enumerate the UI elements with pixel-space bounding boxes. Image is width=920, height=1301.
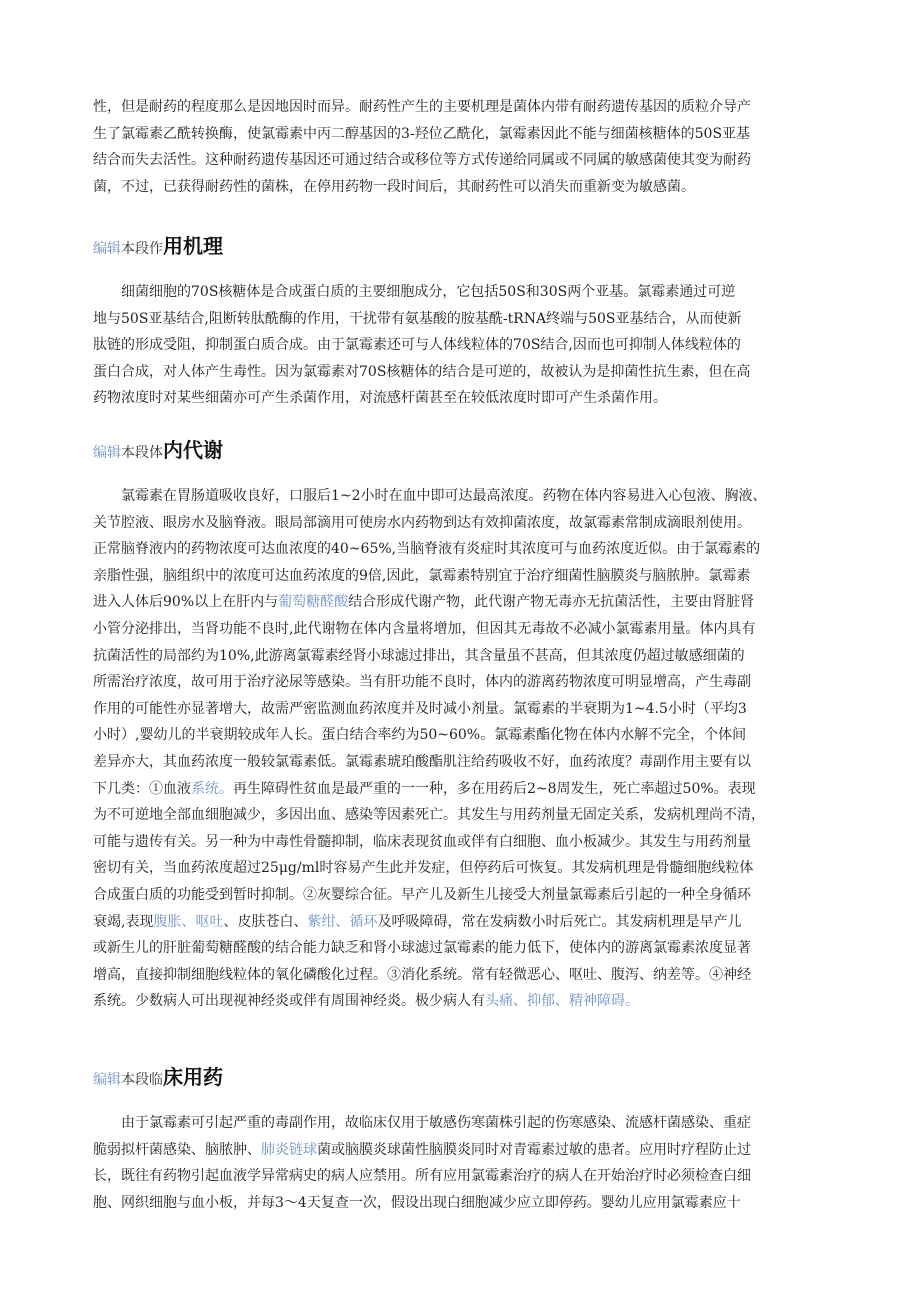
paragraph-mechanism	[93, 279, 828, 412]
inline-link[interactable]: 头痛、抑郁、精神障碍。	[485, 993, 639, 1010]
text-line: 衰竭,表现腹胀、呕吐、皮肤苍白、紫绀、循环及呼吸障碍，常在发病数小时后死亡。其发病机理是早产儿	[93, 913, 742, 930]
heading-prefix: 本段体	[121, 445, 163, 461]
heading-title: 用机理	[163, 234, 223, 258]
text-line: 下几类：①血液系统。再生障碍性贫血是最严重的一一种，多在用药后2~8周发生，死亡率超过50%。表现	[93, 780, 756, 797]
inline-link[interactable]: 葡萄糖醛酸	[278, 594, 349, 611]
inline-link[interactable]: 腹胀、呕吐	[153, 913, 224, 930]
edit-link[interactable]: 编辑	[93, 445, 121, 461]
heading-prefix: 本段作	[121, 241, 163, 257]
text-line: 菌，不过，已获得耐药性的菌株，在停用药物一段时间后，其耐药性可以消失而重新变为敏感菌。	[93, 178, 695, 195]
text-line: 合成蛋白质的功能受到暂时抑制。②灰婴综合征。早产儿及新生儿接受大剂量氯霉素后引起的一种全身循环	[93, 886, 751, 903]
heading-prefix: 本段临	[121, 1072, 163, 1088]
text-line: 为不可逆地全部血细胞减少，多因出血、感染等因素死亡。其发生与用药剂量无固定关系，发病机理尚不清，	[93, 807, 765, 824]
text-line: 肽链的形成受阻，抑制蛋白质合成。由于氯霉素还可与人体线粒体的70S结合,因而也可抑制人体线粒体的	[93, 337, 741, 354]
text-line: 进入人体后90%以上在肝内与葡萄糖醛酸结合形成代谢产物，此代谢产物无毒亦无抗菌活性，主要由肾脏肾	[93, 594, 755, 611]
edit-link[interactable]: 编辑	[93, 241, 121, 257]
text-line: 亲脂性强，脑组织中的浓度可达血药浓度的9倍,因此，氯霉素特别宜于治疗细菌性脑膜炎与脑脓肿。氯霉素	[93, 567, 751, 584]
text-line: 生了氯霉素乙酰转换酶，使氯霉素中丙二醇基因的3-羟位乙酰化，氯霉素因此不能与细菌核糖体的50S亚基	[93, 125, 751, 142]
paragraph-resistance	[93, 94, 828, 200]
text-line: 地与50S亚基结合,阻断转肽酰酶的作用，干扰带有氨基酸的胺基酰-tRNA终端与50S亚基结合，从而使新	[93, 310, 742, 327]
text-line: 或新生儿的肝脏葡萄糖醛酸的结合能力缺乏和肾小球滤过氯霉素的能力低下，使体内的游离氯霉素浓度显著	[93, 940, 751, 957]
text-line: 密切有关，当血药浓度超过25μg/ml时容易产生此并发症，但停药后可恢复。其发病机理是骨髓细胞线粒体	[93, 860, 754, 877]
text-line: 关节腔液、眼房水及脑脊液。眼局部滴用可使房水内药物到达有效抑菌浓度，故氯霉素常制成滴眼剂使用。	[93, 514, 751, 531]
text-line: 结合而失去活性。这种耐药遗传基因还可通过结合或移位等方式传递给同属或不同属的敏感菌使其变为耐药	[93, 152, 751, 169]
inline-link[interactable]: 肺炎链球	[261, 1141, 317, 1158]
paragraph-clinical	[93, 1110, 828, 1216]
text-line: 正常脑脊液内的药物浓度可达血浓度的40~65%,当脑脊液有炎症时其浓度可与血药浓度近似。由于氯霉素的	[93, 541, 761, 558]
heading-title: 床用药	[163, 1065, 223, 1089]
text-line: 由于氯霉素可引起严重的毒副作用，故临床仅用于敏感伤寒菌株引起的伤寒感染、流感杆菌感染、重症	[93, 1115, 751, 1131]
section-heading-metabolism	[93, 434, 223, 463]
section-heading-clinical	[93, 1061, 223, 1090]
text-line: 性，但是耐药的程度那么是因地因时而异。耐药性产生的主要机理是菌体内带有耐药遗传基因的质粒介导产	[93, 99, 751, 115]
text-line: 差异亦大，其血药浓度一般较氯霉素低。氯霉素琥珀酸酯肌注给药吸收不好，血药浓度？毒副作用主要有以	[93, 753, 751, 770]
paragraph-metabolism	[93, 483, 828, 1015]
text-line: 所需治疗浓度，故可用于治疗泌尿等感染。当有肝功能不良时，体内的游离药物浓度可明显增高，产生毒副	[93, 674, 751, 691]
text-line: 药物浓度时对某些细菌亦可产生杀菌作用，对流感杆菌甚至在较低浓度时即可产生杀菌作用。	[93, 390, 667, 407]
text-line: 可能与遗传有关。另一种为中毒性骨髓抑制，临床表现贫血或伴有白细胞、血小板减少。其发生与用药剂量	[93, 833, 751, 850]
text-line: 氯霉素在胃肠道吸收良好，口服后1~2小时在血中即可达最高浓度。药物在体内容易进入心包液、胸液、	[93, 488, 767, 504]
text-line: 长，既往有药物引起血液学异常病史的病人应禁用。所有应用氯霉素治疗的病人在开始治疗时必须检查白细	[93, 1168, 751, 1185]
inline-link[interactable]: 系统。	[191, 780, 233, 797]
text-line: 小时）,婴幼儿的半衰期较成年人长。蛋白结合率约为50~60%。氯霉素酯化物在体内水解不完全，个体间	[93, 727, 747, 744]
text-line: 脆弱拟杆菌感染、脑脓肿、肺炎链球菌或脑膜炎球菌性脑膜炎同时对青霉素过敏的患者。应用时疗程防止过	[93, 1141, 751, 1158]
text-line: 增高，直接抑制细胞线粒体的氧化磷酸化过程。③消化系统。常有轻微恶心、呕吐、腹泻、纳差等。④神经	[93, 966, 751, 983]
edit-link[interactable]: 编辑	[93, 1072, 121, 1088]
text-line: 细菌细胞的70S核糖体是合成蛋白质的主要细胞成分，它包括50S和30S两个亚基。氯霉素通过可逆	[93, 284, 736, 300]
heading-title: 内代谢	[163, 438, 223, 462]
text-line: 系统。少数病人可出现视神经炎或伴有周围神经炎。极少病人有头痛、抑郁、精神障碍。	[93, 993, 639, 1010]
text-line: 胞、网织细胞与血小板，并每3〜4天复查一次，假设出现白细胞减少应立即停药。婴幼儿应用氯霉素应十	[93, 1194, 741, 1211]
inline-link[interactable]: 紫绀、循环	[307, 913, 378, 930]
text-line: 作用的可能性亦显著增大，故需严密监测血药浓度并及时减小剂量。氯霉素的半衰期为1~4.5小时（平均3	[93, 700, 747, 717]
text-line: 蛋白合成，对人体产生毒性。因为氯霉素对70S核糖体的结合是可逆的，故被认为是抑菌性抗生素，但在高	[93, 363, 751, 380]
section-heading-mechanism	[93, 230, 223, 259]
text-line: 抗菌活性的局部约为10%,此游离氯霉素经肾小球滤过排出，其含量虽不甚高，但其浓度仍超过敏感细菌的	[93, 647, 745, 664]
text-line: 小管分泌排出，当肾功能不良时,此代谢物在体内含量将增加，但因其无毒故不必减小氯霉素用量。体内具有	[93, 620, 756, 637]
